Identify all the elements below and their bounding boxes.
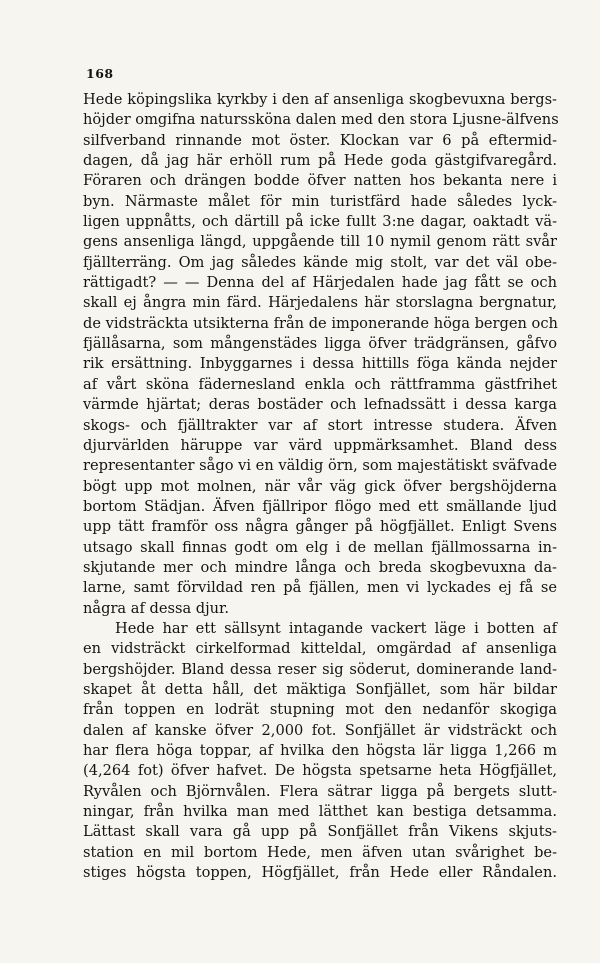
text-line: stiges högsta toppen, Högfjället, från Hede eller Råndalen. — [83, 864, 557, 882]
text-line: skogs- och fjälltrakter var af stort intresse studera. Äfven — [83, 416, 557, 434]
text-line: ningar, från hvilka man med lätthet kan bestiga detsamma. — [83, 803, 557, 821]
text-line: dagen, då jag här erhöll rum på Hede goda gästgifvaregård. — [83, 152, 557, 170]
text-line: bortom Städjan. Äfven fjällripor flögo med ett smällande ljud — [83, 497, 557, 515]
text-line: ligen uppnåtts, och därtill på icke fullt 3:ne dagar, oaktadt vä- — [83, 213, 557, 231]
text-line: bögt upp mot molnen, när vår väg gick öfver bergshöjderna — [83, 477, 557, 495]
text-line: höjder omgifna naturssköna dalen med den stora Ljusne-älfvens — [83, 111, 559, 129]
text-line: skjutande mer och mindre långa och breda skogbevuxna da- — [83, 558, 557, 576]
text-line: Hede köpingslika kyrkby i den af ansenliga skogbevuxna bergs- — [83, 91, 557, 108]
text-line: fjällåsarna, som mångenstädes ligga öfver trädgränsen, gåfvo — [83, 335, 557, 353]
body-text — [83, 90, 557, 883]
text-line: af vårt sköna fädernesland enkla och rättframma gästfrihet — [83, 375, 557, 393]
paragraph-end-line: några af dessa djur. — [83, 599, 230, 617]
text-line: station en mil bortom Hede, men äfven utan svårighet be- — [83, 843, 557, 861]
text-line: fjällterräng. Om jag således kände mig stolt, var det väl obe- — [83, 253, 557, 271]
text-line: en vidsträckt cirkelformad kitteldal, omgärdad af ansenliga — [83, 640, 557, 658]
text-line: representanter sågo vi en väldig örn, som majestätiskt sväfvade — [83, 457, 558, 475]
text-line: skall ej ångra min färd. Härjedalens här storslagna bergnatur, — [83, 294, 557, 312]
page-number: 168 — [86, 66, 114, 81]
text-line: de vidsträckta utsikterna från de imponerande höga bergen och — [83, 314, 558, 332]
text-line: dalen af kanske öfver 2,000 fot. Sonfjället är vidsträckt och — [83, 721, 557, 739]
text-line: Föraren och drängen bodde öfver natten hos bekanta nere i — [83, 172, 557, 190]
text-line: (4,264 fot) öfver hafvet. De högsta spetsarne heta Högfjället, — [83, 762, 557, 780]
text-line: har flera höga toppar, af hvilka den högsta lär ligga 1,266 m — [83, 742, 557, 759]
text-line: från toppen en lodrät stupning mot den nedanför skogiga — [83, 701, 557, 719]
paragraph-start-line: Hede har ett sällsynt intagande vackert läge i botten af — [115, 619, 557, 637]
text-line: bergshöjder. Bland dessa reser sig söderut, dominerande land- — [83, 660, 557, 678]
text-line: silfverband rinnande mot öster. Klockan var 6 på eftermid- — [83, 131, 557, 149]
text-line: utsago skall finnas godt om elg i de mellan fjällmossarna in- — [83, 538, 557, 556]
text-line: rik ersättning. Inbyggarnes i dessa hittills föga kända nejder — [83, 355, 557, 373]
text-line: djurvärlden häruppe var värd uppmärksamhet. Bland dess — [83, 436, 557, 454]
text-line: upp tätt framför oss några gånger på högfjället. Enligt Svens — [83, 518, 557, 536]
text-line: larne, samt förvildad ren på fjällen, men vi lyckades ej få se — [83, 579, 557, 597]
text-line: Lättast skall vara gå upp på Sonfjället från Vikens skjuts- — [83, 823, 557, 841]
text-line: gens ansenliga längd, uppgående till 10 nymil genom rätt svår — [83, 233, 557, 251]
text-line: rättigadt? — — Denna del af Härjedalen hade jag fått se och — [83, 274, 557, 292]
text-line: Ryvålen och Björnvålen. Flera sätrar ligga på bergets slutt- — [83, 782, 557, 800]
text-line: skapet åt detta håll, det mäktiga Sonfjället, som här bildar — [83, 680, 557, 698]
text-line: byn. Närmaste målet för min turistfärd hade således lyck- — [83, 192, 557, 210]
text-line: värmde hjärtat; deras bostäder och lefnadssätt i dessa karga — [83, 396, 557, 414]
